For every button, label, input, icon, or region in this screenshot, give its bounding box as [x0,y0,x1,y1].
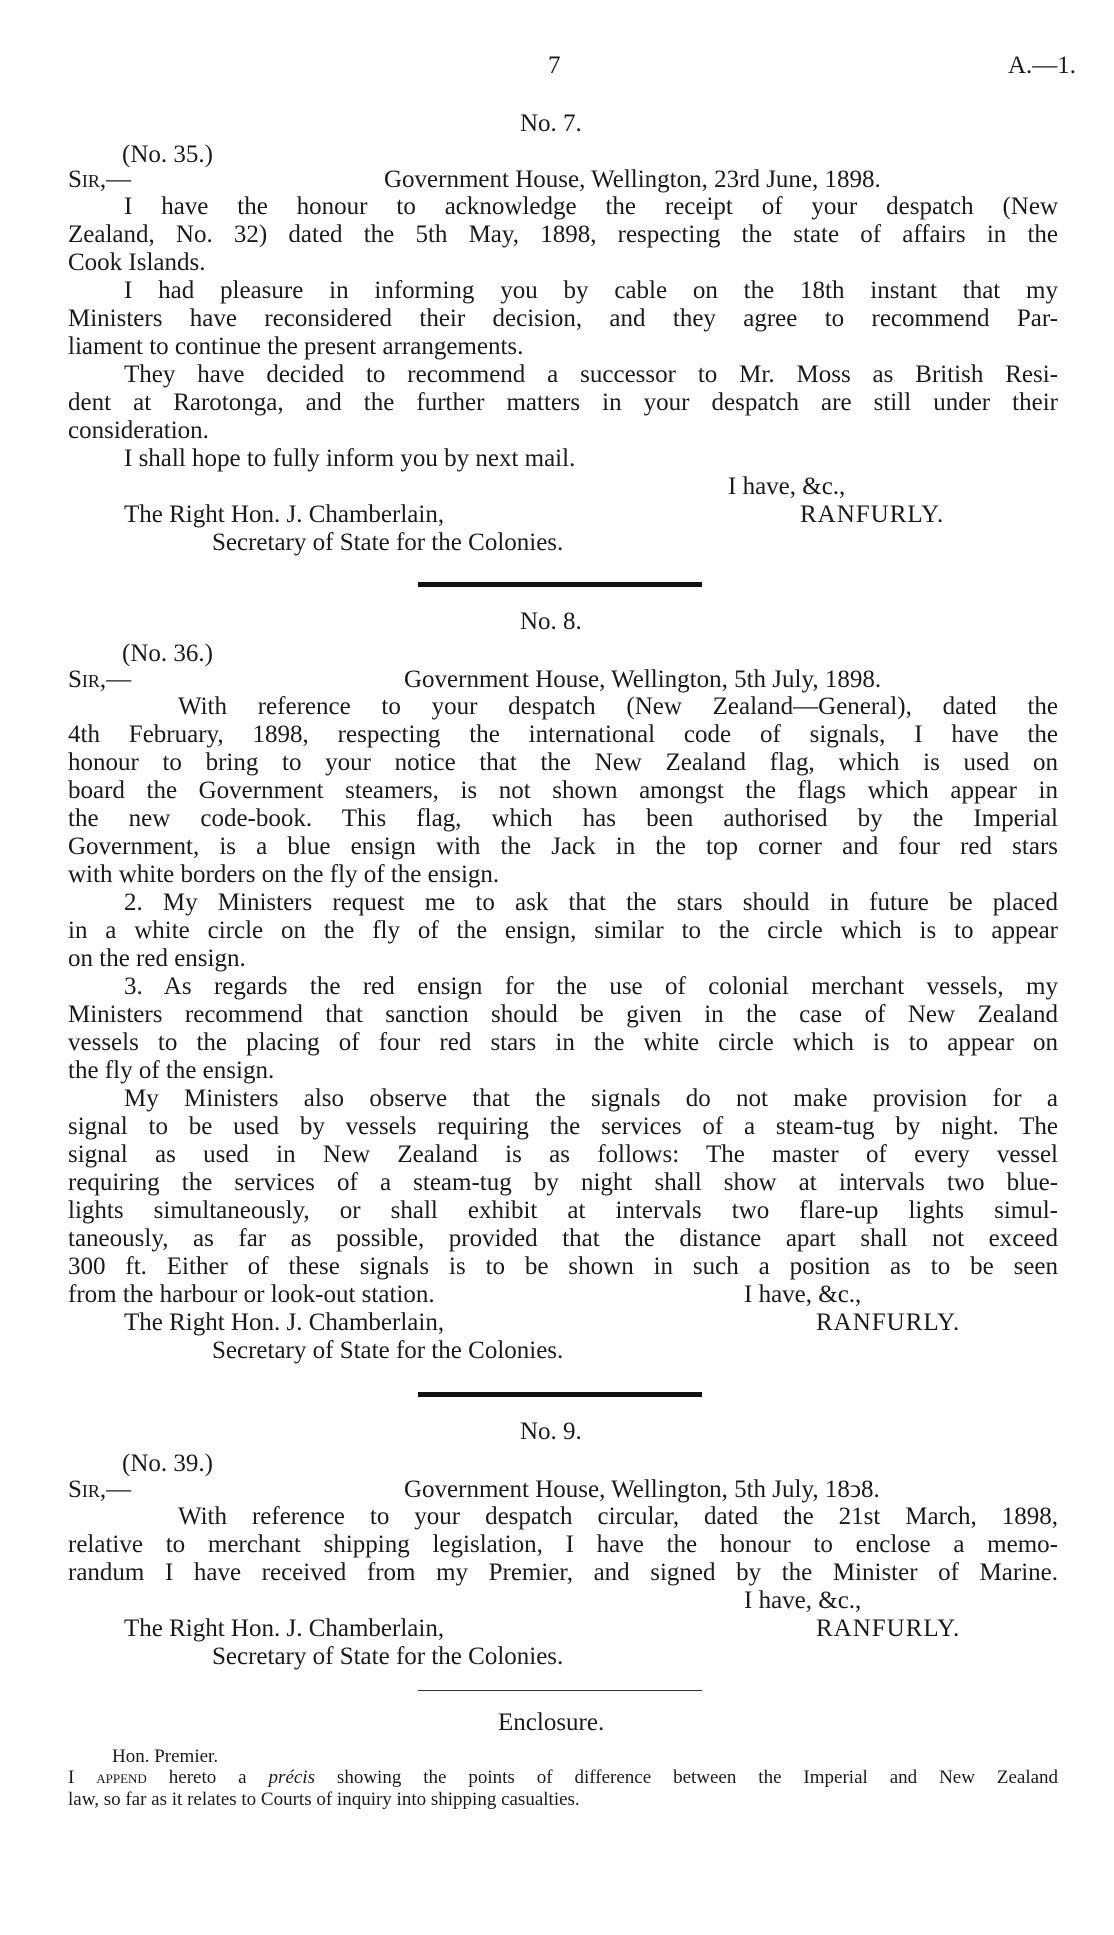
paragraph-line: With reference to your despatch (New Zealand—General), dated the [178,693,1058,720]
paragraph-line: Ministers recommend that sanction should be given in the case of New Zealand [68,1001,1058,1028]
paragraph-line: taneously, as far as possible, provided that the distance apart shall not exceed [68,1225,1058,1252]
section-divider [418,1392,702,1397]
salutation: Sir,— [68,166,132,193]
addressee-title: Secretary of State for the Colonies. [212,1337,564,1364]
salutation: Sir,— [68,666,132,693]
paragraph-line: dent at Rarotonga, and the further matters in your despatch are still under their [68,389,1058,416]
signature: RANFURLY. [816,1615,961,1642]
paragraph-line: in a white circle on the fly of the ensign, similar to the circle which is to appear [68,917,1058,944]
paragraph-line: Zealand, No. 32) dated the 5th May, 1898, respecting the state of affairs in the [68,221,1058,248]
paragraph-line: With reference to your despatch circular, dated the 21st March, 1898, [178,1503,1058,1530]
section-divider [418,582,702,587]
paragraph-line: the fly of the ensign. [68,1057,275,1084]
signature: RANFURLY. [816,1309,961,1336]
paragraph-line: My Ministers also observe that the signals do not make provision for a [124,1085,1058,1112]
letter-reference: (No. 36.) [122,640,213,667]
paragraph-line: board the Government steamers, is not shown amongst the flags which appear in [68,777,1058,804]
dateline: Government House, Wellington, 5th July, 1898. [404,666,882,693]
signature: RANFURLY. [800,501,945,528]
paragraph-line: 300 ft. Either of these signals is to be shown in such a position as to be seen [68,1253,1058,1280]
letter-heading: No. 8. [520,608,582,635]
series-number: A.—1. [1008,52,1077,79]
paragraph-line: requiring the services of a steam-tug by night shall show at intervals two blue- [68,1169,1058,1196]
paragraph-line: 3. As regards the red ensign for the use of colonial merchant vessels, my [124,973,1058,1000]
enclosure-recipient: Hon. Premier. [112,1746,219,1767]
paragraph-line: relative to merchant shipping legislation, I have the honour to enclose a memo- [68,1531,1058,1558]
addressee-title: Secretary of State for the Colonies. [212,529,564,556]
paragraph-line: honour to bring to your notice that the New Zealand flag, which is used on [68,749,1058,776]
paragraph-line: from the harbour or look-out station. [68,1281,435,1308]
letter-reference: (No. 39.) [122,1450,213,1477]
closing: I have, &c., [744,1587,862,1614]
paragraph-line: signal to be used by vessels requiring the services of a steam-tug by night. The [68,1113,1058,1140]
paragraph-line: They have decided to recommend a successor to Mr. Moss as British Resi- [124,361,1058,388]
enclosure-text: hereto a [168,1767,247,1788]
addressee: The Right Hon. J. Chamberlain, [124,501,445,528]
precis-word: précis [268,1767,315,1788]
paragraph-line: signal as used in New Zealand is as follows: The master of every vessel [68,1141,1058,1168]
letter-heading: No. 7. [520,110,582,137]
addressee: The Right Hon. J. Chamberlain, [124,1309,445,1336]
lead-word: I append [68,1767,147,1788]
enclosure-line [68,1767,1058,1789]
paragraph-line: I have the honour to acknowledge the receipt of your despatch (New [124,193,1058,220]
paragraph-line: I had pleasure in informing you by cable on the 18th instant that my [124,277,1058,304]
paragraph-line: consideration. [68,417,209,444]
enclosure-heading: Enclosure. [498,1709,605,1736]
addressee: The Right Hon. J. Chamberlain, [124,1615,445,1642]
letter-heading: No. 9. [520,1418,582,1445]
dateline: Government House, Wellington, 23rd June, 1898. [384,166,881,193]
section-divider [418,1690,702,1691]
letter-reference: (No. 35.) [122,141,213,168]
paragraph-line: the new code-book. This flag, which has been authorised by the Imperial [68,805,1058,832]
paragraph-line: liament to continue the present arrangements. [68,333,524,360]
paragraph-line: vessels to the placing of four red stars in the white circle which is to appear on [68,1029,1058,1056]
closing: I have, &c., [744,1281,862,1308]
paragraph-line: randum I have received from my Premier, and signed by the Minister of Marine. [68,1559,1058,1586]
closing: I have, &c., [728,473,846,500]
paragraph-line: Government, is a blue ensign with the Jack in the top corner and four red stars [68,833,1058,860]
paragraph-line: 4th February, 1898, respecting the international code of signals, I have the [68,721,1058,748]
page-number: 7 [548,52,561,79]
paragraph-line: with white borders on the fly of the ensign. [68,861,500,888]
paragraph-line: on the red ensign. [68,945,246,972]
paragraph-line: lights simultaneously, or shall exhibit at intervals two flare-up lights simul- [68,1197,1058,1224]
paragraph-line: 2. My Ministers request me to ask that the stars should in future be placed [124,889,1058,916]
paragraph-line: Cook Islands. [68,249,206,276]
dateline: Government House, Wellington, 5th July, 18ↄ8. [404,1476,880,1503]
paragraph-line: I shall hope to fully inform you by next mail. [124,445,576,472]
enclosure-text: showing the points of difference between the Imperial and New Zealand [336,1767,1058,1788]
salutation: Sir,— [68,1476,132,1503]
enclosure-line: law, so far as it relates to Courts of inquiry into shipping casualties. [68,1789,580,1810]
addressee-title: Secretary of State for the Colonies. [212,1643,564,1670]
paragraph-line: Ministers have reconsidered their decision, and they agree to recommend Par- [68,305,1058,332]
